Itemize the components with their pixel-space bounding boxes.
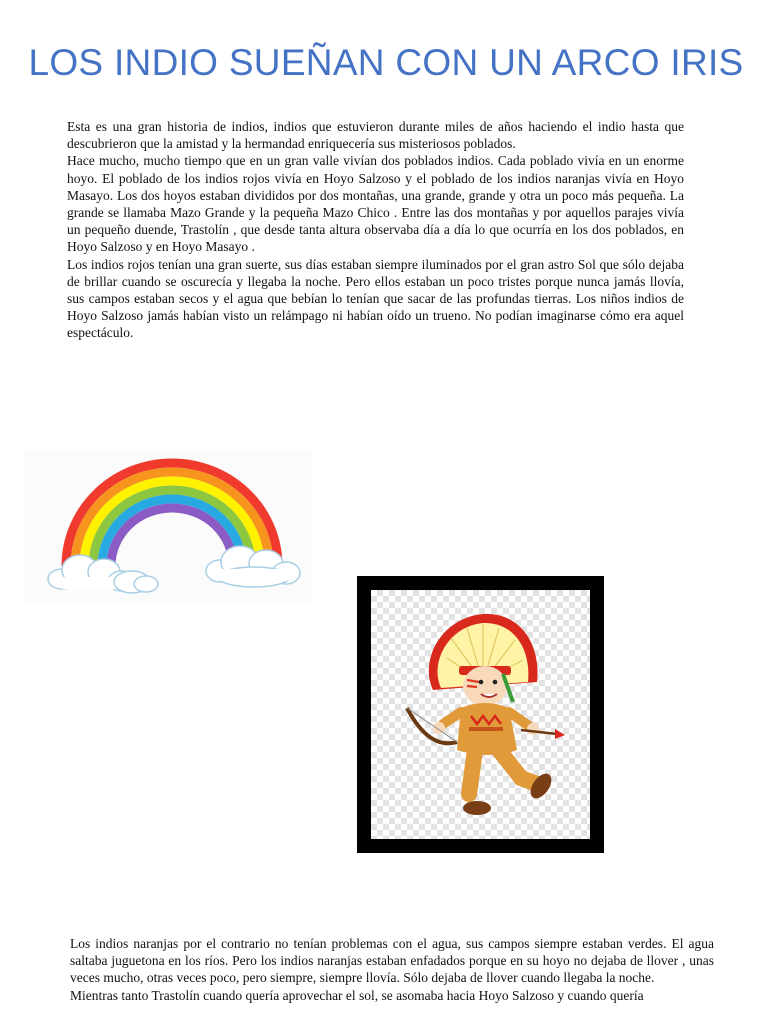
intro-text — [67, 118, 684, 342]
document-title: LOS INDIO SUEÑAN CON UN ARCO IRIS — [28, 42, 744, 83]
indian-image-frame — [357, 576, 604, 853]
paragraph: Los indios rojos tenían una gran suerte, sus días estaban siempre iluminados por el gran astro Sol que sólo dejaba de brillar cuando se oscurecía y llegaba la noche. Pero ellos estaban un poco tristes porque nunca jamás llovía, sus campos estaban secos y el agua que bebían lo tenían que sacar de las profundas tierras. Los niños indios de Hoyo Salzoso jamás habían visto un relámpago ni habían oído un trueno. No podían imaginarse cómo era aquel espectáculo. — [67, 256, 684, 341]
cartoon-native-boy-icon — [371, 590, 590, 839]
indian-illustration — [371, 590, 590, 839]
cloud-right-icon — [206, 546, 300, 587]
paragraph: Esta es una gran historia de indios, indios que estuvieron durante miles de años haciendo el indio hasta que descubrieron que la amistad y la hermandad enriquecería sus misteriosos poblados. — [67, 119, 684, 152]
paragraph: Los indios naranjas por el contrario no tenían problemas con el agua, sus campos siempre estaban verdes. El agua saltaba juguetona en los ríos. Pero los indios naranjas estaban enfadados porque en su hoyo no dejaba de llover , unas veces mucho, otras veces poco, pero siempre, siempre llovía. Sólo dejaba de llover cuando llegaba la noche. — [70, 936, 714, 986]
paragraph: Mientras tanto Trastolín cuando quería aprovechar el sol, se asomaba hacia Hoyo Salzoso y cuando quería — [70, 987, 644, 1003]
arrow-icon — [521, 730, 557, 734]
rainbow-icon — [24, 451, 312, 603]
rainbow-illustration — [24, 451, 312, 603]
continuation-text — [70, 935, 714, 1004]
paragraph: Hace mucho, mucho tiempo que en un gran valle vivían dos poblados indios. Cada poblado vivía en un enorme hoyo. El poblado de los indios rojos vivía en Hoyo Salzoso y el poblado de los indios naranjas vivía en Hoyo Masayo. Los dos hoyos estaban divididos por dos montañas, una grande, grande y otra un poco más pequeña. La grande se llamaba Mazo Grande y la pequeña Mazo Chico . Entre las dos montañas y por aquellos parajes vivía un pequeño duende, Trastolín , que desde tanta altura observaba día a día lo que ocurría en los dos poblados, en Hoyo Salzoso y en Hoyo Masayo . — [67, 153, 684, 255]
